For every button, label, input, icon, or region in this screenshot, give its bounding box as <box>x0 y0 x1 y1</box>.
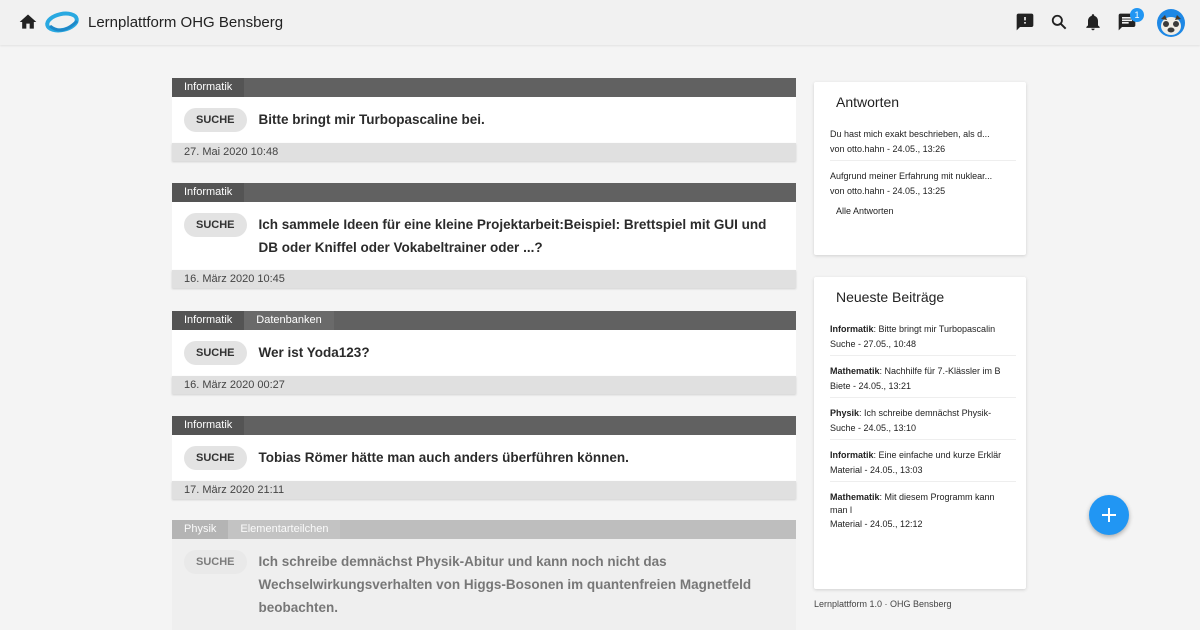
post-body <box>172 97 796 143</box>
news-meta: Suche - 27.05., 10:48 <box>830 338 917 349</box>
answers-card <box>814 82 1026 255</box>
post-date: 16. März 2020 10:45 <box>172 270 796 288</box>
post-date: 17. März 2020 21:11 <box>172 481 796 499</box>
post-card[interactable] <box>172 311 796 394</box>
newest-post-item[interactable] <box>814 449 1026 476</box>
post-body <box>172 330 796 376</box>
post-card[interactable] <box>172 520 796 630</box>
post-title[interactable]: Bitte bringt mir Turbopascaline bei. <box>258 112 485 127</box>
type-chip: SUCHE <box>184 446 247 470</box>
news-text: : Mit diesem Programm kann man l <box>830 492 995 515</box>
answer-text: Du hast mich exakt beschrieben, als d... <box>830 129 990 139</box>
post-body <box>172 539 796 630</box>
bell-icon[interactable] <box>1083 12 1103 32</box>
type-chip: SUCHE <box>184 108 247 132</box>
app-title[interactable]: Lernplattform OHG Bensberg <box>88 14 284 31</box>
newest-post-item[interactable] <box>814 323 1026 350</box>
news-subject: Physik <box>830 408 860 418</box>
feedback-icon[interactable] <box>1015 12 1035 32</box>
news-meta: Material - 24.05., 13:03 <box>830 464 923 475</box>
notification-badge: 1 <box>1130 8 1144 22</box>
news-meta: Biete - 24.05., 13:21 <box>830 380 912 391</box>
post-date: 16. März 2020 00:27 <box>172 376 796 394</box>
news-text: : Ich schreibe demnächst Physik- <box>859 408 992 418</box>
category-bar <box>172 78 796 97</box>
answer-item[interactable] <box>814 170 1026 197</box>
newest-title: Neueste Beiträge <box>836 289 945 305</box>
news-meta: Material - 24.05., 12:12 <box>830 519 923 529</box>
add-post-button[interactable] <box>1089 495 1129 535</box>
avatar[interactable] <box>1157 9 1185 37</box>
plus-icon <box>1101 507 1117 523</box>
news-meta: Suche - 24.05., 13:10 <box>830 422 917 433</box>
post-title[interactable]: Tobias Römer hätte man auch anders überführen können. <box>258 450 629 465</box>
news-text: : Nachhilfe für 7.-Klässler im B <box>879 366 1001 376</box>
subcategory-tag[interactable]: Datenbanken <box>244 311 333 330</box>
divider <box>830 355 1016 356</box>
home-icon[interactable] <box>18 12 38 32</box>
news-subject: Mathematik <box>830 366 880 376</box>
newest-posts-card <box>814 277 1026 589</box>
top-app-bar <box>0 0 1200 45</box>
category-tag[interactable]: Informatik <box>172 78 244 97</box>
post-body <box>172 435 796 481</box>
post-title[interactable]: Wer ist Yoda123? <box>258 345 370 360</box>
divider <box>830 397 1016 398</box>
logo[interactable] <box>44 6 80 38</box>
divider <box>830 160 1016 161</box>
search-icon[interactable] <box>1049 12 1069 32</box>
post-date: 27. Mai 2020 10:48 <box>172 143 796 161</box>
all-answers-link[interactable]: Alle Antworten <box>836 206 894 216</box>
answer-item[interactable] <box>814 128 1026 155</box>
news-text: : Bitte bringt mir Turbopascalin <box>873 324 996 334</box>
category-bar <box>172 183 796 202</box>
category-tag[interactable]: Informatik <box>172 416 244 435</box>
category-tag[interactable]: Informatik <box>172 311 244 330</box>
post-body <box>172 202 796 270</box>
post-card[interactable] <box>172 183 796 288</box>
category-bar <box>172 311 796 330</box>
divider <box>830 481 1016 482</box>
news-text: : Eine einfache und kurze Erklär <box>873 450 1002 460</box>
category-tag[interactable]: Physik <box>172 520 228 539</box>
type-chip: SUCHE <box>184 550 247 574</box>
answer-meta: von otto.hahn - 24.05., 13:25 <box>830 185 946 196</box>
footer-text: Lernplattform 1.0 · OHG Bensberg <box>814 599 952 609</box>
news-subject: Mathematik <box>830 492 880 502</box>
post-card[interactable] <box>172 416 796 499</box>
answers-title: Antworten <box>836 94 900 110</box>
subcategory-tag[interactable]: Elementarteilchen <box>228 520 340 539</box>
category-bar <box>172 416 796 435</box>
answer-text: Aufgrund meiner Erfahrung mit nuklear... <box>830 171 993 181</box>
answer-meta: von otto.hahn - 24.05., 13:26 <box>830 143 946 154</box>
type-chip: SUCHE <box>184 341 247 365</box>
post-title[interactable]: Ich sammele Ideen für eine kleine Projektarbeit:Beispiel: Brettspiel mit GUI und DB oder Kniffel oder Vokabeltrainer oder ...? <box>258 217 767 255</box>
newest-post-item[interactable] <box>814 491 1026 531</box>
post-card[interactable] <box>172 78 796 161</box>
post-title[interactable]: Ich schreibe demnächst Physik-Abitur und kann noch nicht das Wechselwirkungsverhalten von Higgs-Bosonen im quantenfreien Magnetfeld beobachten. <box>258 554 752 615</box>
category-tag[interactable]: Informatik <box>172 183 244 202</box>
news-subject: Informatik <box>830 324 874 334</box>
news-subject: Informatik <box>830 450 874 460</box>
divider <box>830 439 1016 440</box>
newest-post-item[interactable] <box>814 407 1026 434</box>
type-chip: SUCHE <box>184 213 247 237</box>
category-bar <box>172 520 796 539</box>
newest-post-item[interactable] <box>814 365 1026 392</box>
